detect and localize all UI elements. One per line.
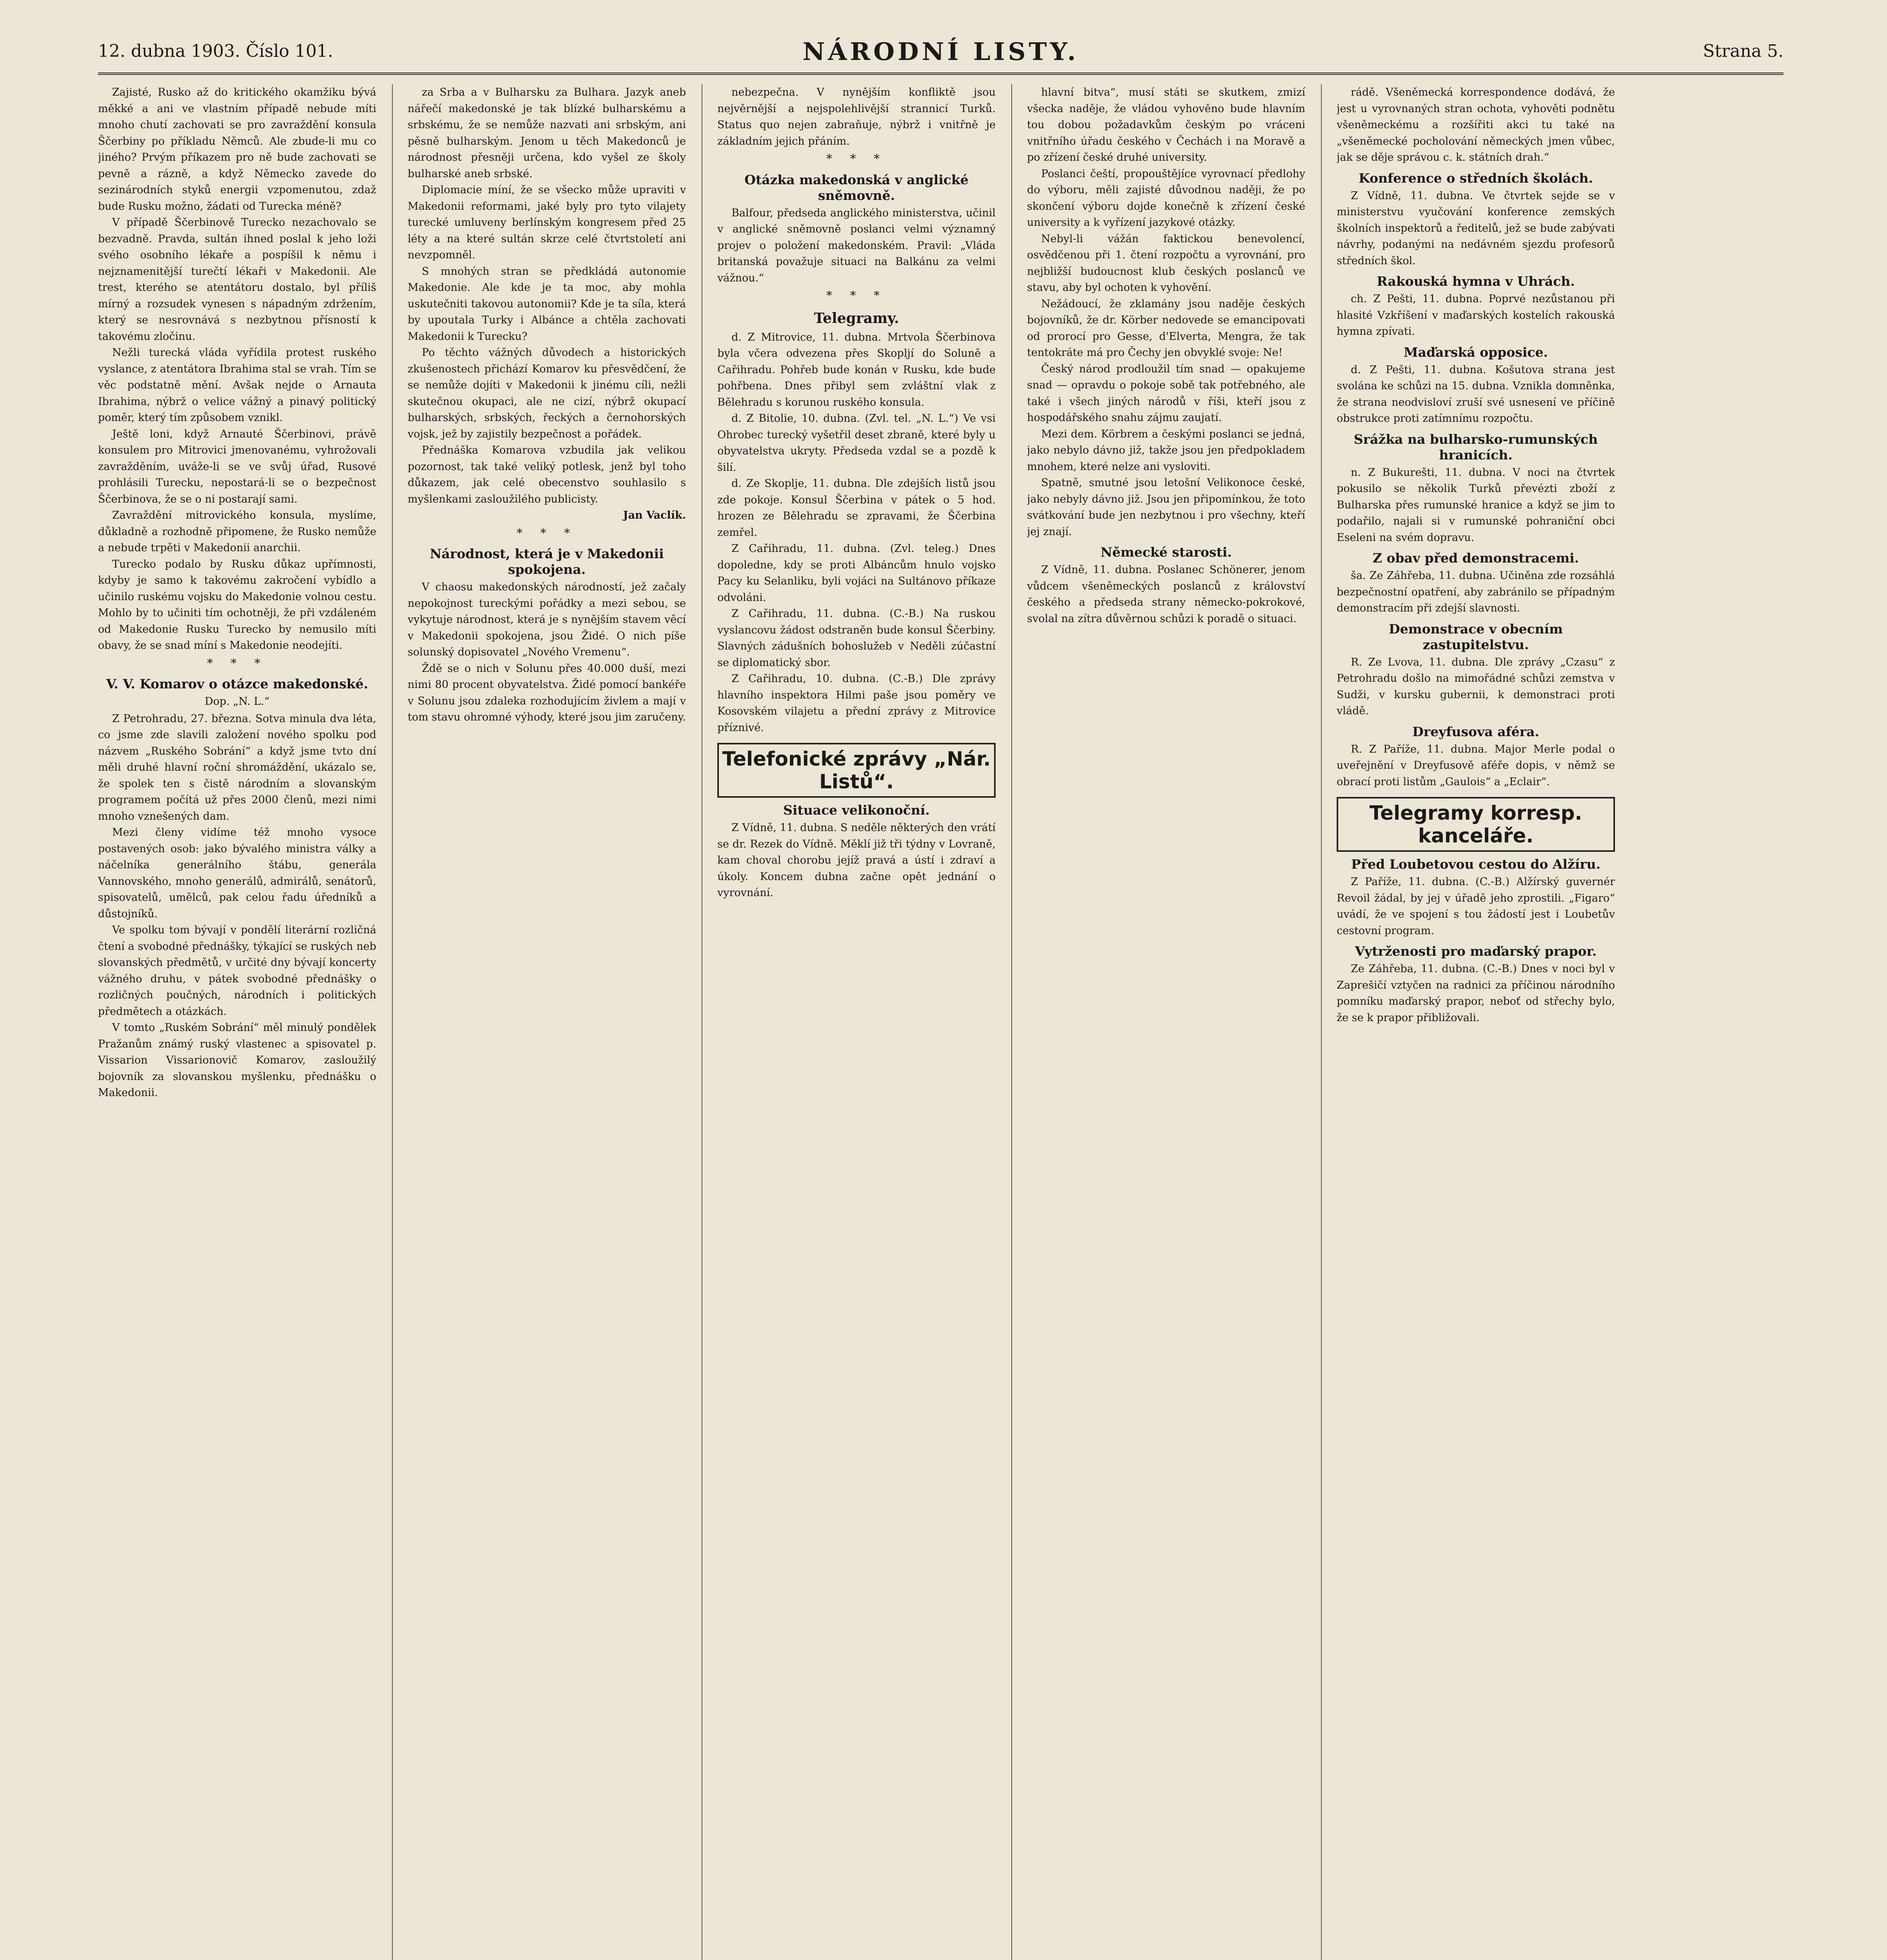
- paragraph: Zavraždění mitrovického konsula, myslíme, důkladně a rozhodně připomene, že Rusko nemůže a nebude trpěti v Makedonii anarchii.: [98, 509, 376, 554]
- article-heading: Otázka makedonská v anglické sněmovně.: [744, 172, 969, 203]
- article-heading: Vytrženosti pro maďarský prapor.: [1355, 944, 1597, 959]
- paragraph: ch. Z Pešti, 11. dubna. Poprvé nezůstanou při hlasité Vzkříšení v maďarských kostelích rakouská hymna zpívati.: [1337, 293, 1615, 338]
- section-separator: * * *: [826, 152, 887, 166]
- article-byline: Dop. „N. L.“: [205, 695, 270, 708]
- column-divider: [1321, 84, 1322, 1960]
- page-number: Strana 5.: [1703, 41, 1784, 61]
- paragraph: Nežli turecká vláda vyřídila protest ruského vyslance, z atentátora Ibrahima stal se vrah. Tím se věc podstatně mění. Avšak nejde o Arnauta Ibrahima, nýbrž o velice vážný a pinavý politický poměr, který tím způsobem vznikl.: [98, 347, 376, 424]
- page-header: [98, 37, 1784, 75]
- article-heading: Z obav před demonstracemi.: [1372, 550, 1579, 566]
- column-divider: [392, 84, 393, 1960]
- paragraph: Z Paříže, 11. dubna. (C.-B.) Alžírský guvernér Revoil žádal, by jej v úřadě jeho zprostili. „Figaro“ uvádí, že ve spojení s tou žádostí jest i Loubetův cestovní program.: [1337, 876, 1615, 937]
- article-heading: Dreyfusova aféra.: [1412, 724, 1539, 739]
- paragraph: Z Cařihradu, 11. dubna. (C.-B.) Na ruskou vyslancovu žádost odstraněn bude konsul Ščerbiny. Slavných zádušních bohoslužeb v Neděli zúčastní se diplomatický sbor.: [717, 608, 996, 669]
- paragraph: rádě. Všeněmecká korrespondence dodává, že jest u vyrovnaných stran ochota, vyhověti podnětu všeněmeckému a rozšířiti akci tu také na „všeněmecké pocholování německých jmen vůbec, jak se děje správou c. k. státních drah.“: [1337, 86, 1615, 163]
- column-divider: [1011, 84, 1012, 1960]
- article-heading: Srážka na bulharsko-rumunských hranicích.: [1354, 431, 1598, 463]
- paragraph: R. Ze Lvova, 11. dubna. Dle zprávy „Czasu“ z Petrohradu došlo na mimořádné schůzi zemstva v Sudži, v kursku gubernii, k demonstraci proti vládě.: [1337, 656, 1615, 717]
- paragraph: Z Cařihradu, 10. dubna. (C.-B.) Dle zprávy hlavního inspektora Hilmi paše jsou poměry ve Kosovském vilajetu a přední zprávy z Mitrovice příznivé.: [717, 673, 996, 734]
- paragraph: d. Z Bitolie, 10. dubna. (Zvl. tel. „N. L.“) Ve vsi Ohrobec turecký vyšetřil deset zbraně, které byly u obyvatelstva ukryty. Předseda vzdal se a pozdě k šilí.: [717, 412, 996, 474]
- paragraph: Z Vídně, 11. dubna. S neděle některých den vrátí se dr. Rezek do Vídně. Měklí již tři týdny v Lovraně, kam choval chorobu jejíž pravá a ústí i zdraví a úkoly. Koncem dubna začne opět jednání o vyrovnání.: [717, 822, 996, 899]
- article-heading: Konference o středních školách.: [1359, 170, 1593, 186]
- column-4: [1027, 84, 1305, 1960]
- paragraph: Spatně, smutné jsou letošní Velikonoce české, jako nebyly dávno již. Jsou jen připomínkou, že toto svátkování bude jen nezbytnou i pro všechny, kteří jej znají.: [1027, 477, 1305, 538]
- paragraph: Z Vídně, 11. dubna. Poslanec Schönerer, jenom vůdcem všeněmeckých poslanců z království českého a předseda strany německo-pokrokové, svolal na zítra důvěrnou schůzi k poradě o situaci.: [1027, 564, 1305, 625]
- column-3: [717, 84, 996, 1960]
- paragraph: Český národ prodloužil tím snad — opakujeme snad — opravdu o pokoje sobě tak potřebného, ale také i všech jiných národů v říši, kteří jsou z hospodářského snahu zájmu zaujatí.: [1027, 363, 1305, 424]
- paragraph: Ždě se o nich v Solunu přes 40.000 duší, mezi nimi 80 procent obyvatelstva. Židé pomocí bankéře v Solunu jsou zdaleka rozhodujícím živlem a mají v tom stavu ohromné výhody, které jsou jim zaručeny.: [408, 662, 686, 723]
- article-heading: Rakouská hymna v Uhrách.: [1377, 274, 1575, 289]
- paragraph: S mnohých stran se předkládá autonomie Makedonie. Ale kde je ta moc, aby mohla uskutečniti takovou autonomii? Kde je ta síla, která by upoutala Turky i Albánce a chtěla zachovati Makedonii k Turecku?: [408, 265, 686, 343]
- masthead-title: NÁRODNÍ LISTY.: [802, 37, 1079, 66]
- paragraph: Poslanci čeští, propouštějíce vyrovnací předlohy do výboru, měli zajisté důvodnou naději, že po skončení výboru dojde konečně k zřízení české university a k vyřízení jazykové otázky.: [1027, 167, 1305, 229]
- paragraph: Zajisté, Rusko až do kritického okamžiku bývá měkké a ani ve vlastním případě nebude míti mnoho chutí zachovati se pro zavraždění konsula Ščerbiny po příkladu Němců. Ale zbude-li mu co jiného? Prvým příkazem pro ně bude zachovati se pevně a rázně, a když Německo zavede do sezinárodních styků energii vzpomenutou, zdaž bude Rusku možno, žádati od Turecka méně?: [98, 86, 376, 212]
- paragraph: V tomto „Ruském Sobrání“ měl minulý pondělek Pražanům známý ruský vlastenec a spisovatel p. Vissarion Vissarionovič Komarov, zasloužilý bojovník za slovanskou myšlenku, přednášku o Makedonii.: [98, 1022, 376, 1099]
- paragraph: ša. Ze Záhřeba, 11. dubna. Učiněna zde rozsáhlá bezpečnostní opatření, aby zabránilo se případným demonstracím při zdejší slavnosti.: [1337, 570, 1615, 614]
- article-heading: Německé starosti.: [1100, 544, 1232, 560]
- paragraph: d. Z Mitrovice, 11. dubna. Mrtvola Ščerbinova byla včera odvezena přes Skopljí do Soluně a Cařihradu. Pohřeb bude konán v Rusku, kde bude pohřbena. Dnes přibyl sem zvláštní vlak z Bělehradu s korunou ruského konsula.: [717, 331, 996, 408]
- paragraph: Mezi dem. Körbrem a českými poslanci se jedná, jako nebylo dávno již, takže jsou jen předpokladem mnohem, které nelze ani vysloviti.: [1027, 428, 1305, 473]
- paragraph: Nebyl-li vážán faktickou benevolencí, osvědčenou při 1. čtení rozpočtu a vyrovnání, pro nejbližší budoucnost klub českých poslanců ve stavu, aby byl ochoten k vyhovění.: [1027, 232, 1305, 294]
- column-5: [1337, 84, 1615, 1960]
- article-signature: Jan Vaclík.: [623, 509, 686, 521]
- section-separator: * * *: [516, 526, 577, 540]
- paragraph: Z Petrohradu, 27. března. Sotva minula dva léta, co jsme zde slavili založení nového spolku pod názvem „Ruského Sobrání“ a když jsme tvto dní měli druhé hlavní roční shromáždění, ukázalo se, že spolek ten s čistě národním a slovanským programem počítá už přes 2000 členů, mezi nimi mnoho vznešených dam.: [98, 712, 376, 822]
- article-heading: Situace velikonoční.: [783, 802, 930, 818]
- paragraph: Turecko podalo by Rusku důkaz upřímnosti, kdyby je samo k takovému zakročení vybídlo a učinilo ruskému vojsku do Makedonie volnou cestu. Mohlo by to učiniti tím ochotněji, že při vzdáleném od Makedonie Rusku Turecko by nemusilo míti obavy, že se snad míní s Makedonie neodejíti.: [98, 558, 376, 652]
- paragraph: Přednáška Komarova vzbudila jak velikou pozornost, tak také veliký potlesk, jenž byl toho důkazem, jak celé obecenstvo souhlasilo s myšlenkami zasloužilého publicisty.: [408, 444, 686, 505]
- paragraph: Mezi členy vidíme též mnoho vysoce postavených osob: jako bývalého ministra války a náčelníka generálního štábu, generála Vannovského, mnoho generálů, admirálů, senátorů, spisovatelů, umělců, pak celou řadu úředníků a důstojníků.: [98, 826, 376, 920]
- paragraph: Balfour, předseda anglického ministerstva, učinil v anglické sněmovně poslanci velmi významný projev o položení makedonském. Pravil: „Vláda britanská považuje situaci na Balkánu za velmi vážnou.“: [717, 207, 996, 284]
- paragraph: n. Z Bukurešti, 11. dubna. V noci na čtvrtek pokusilo se několik Turků převézti zboží z Bulharska přes rumunské hranice a když se jim to podařilo, najali si v rumunské pohraniční obci Eseleni na svém dopravu.: [1337, 466, 1615, 544]
- article-heading: Maďarská opposice.: [1404, 344, 1548, 360]
- section-separator: * * *: [826, 289, 887, 303]
- paragraph: Ze Záhřeba, 11. dubna. (C.-B.) Dnes v noci byl v Zaprešičí vztyčen na radnici za příčinou národního pomníku maďarský prapor, neboť od střechy bylo, že se k prapor přibližovali.: [1337, 963, 1615, 1024]
- paragraph: Nežádoucí, že zklamány jsou naděje českých bojovníků, že dr. Körber nedovede se emancipovati od prorocí pro Gesse, d'Elverta, Mengra, že tak tentokráte má pro Čechy jen obvyklé svoje: Ne!: [1027, 298, 1305, 359]
- article-heading: Národnost, která je v Makedonii spokojena.: [430, 546, 664, 577]
- paragraph: za Srba a v Bulharsku za Bulhara. Jazyk aneb nářečí makedonské je tak blízké bulharskému a srbskému, že se nemůže nazvati ani srbským, ani pěsně bulharským. Jenom u těch Makedonců je národnost přesněji určena, kdo vyšel ze školy bulharské aneb srbské.: [408, 86, 686, 180]
- paragraph: hlavní bitva“, musí státi se skutkem, zmizí všecka naděje, že vládou vyhověno bude hlavním tou dobou požadavkům českým po vráceni vnitřního úřadu českého v Čechách i na Moravě a po zřízení české druhé university.: [1027, 86, 1305, 163]
- issue-date: 12. dubna 1903. Číslo 101.: [98, 41, 333, 61]
- paragraph: Z Cařihradu, 11. dubna. (Zvl. teleg.) Dnes dopoledne, kdy se proti Albáncům hnulo vojsko Pacy ku Selanliku, byli vojáci na Sultánovo příkaze odvoláni.: [717, 543, 996, 604]
- article-heading: Demonstrace v obecním zastupitelstvu.: [1389, 621, 1563, 652]
- column-2: [408, 84, 686, 1960]
- paragraph: V případě Ščerbinově Turecko nezachovalo se bezvadně. Pravda, sultán ihned poslal k jeho loži svého osobního lékaře a pospíšil k němu i nejznamenitější turečtí lékaři v Makedonii. Ale trest, kterého se atentátoru dostalo, byl příliš mírný a rozsudek vynesen s nápadným zdržením, který se nesrovnává s nezbytnou přísností k takovému zločinu.: [98, 216, 376, 343]
- paragraph: V chaosu makedonských národností, jež začaly nepokojnost tureckými pořádky a mezi sebou, se vykytuje národnost, která je s nynějším stavem věcí v Makedonii spokojena, jsou Židé. O nich píše solunský dopisovatel „Nového Vremenu“.: [408, 581, 686, 658]
- paragraph: Ve spolku tom bývají v pondělí literární rozličná čtení a svobodné přednášky, týkající se ruských neb slovanských předmětů, v určité dny bývají koncerty vážného druhu, v pátek svobodné přednášky o rozličných poučných, národních i politických předmětech a otázkách.: [98, 924, 376, 1018]
- paragraph: d. Z Pešti, 11. dubna. Košutova strana jest svolána ke schůzi na 15. dubna. Vznikla domněnka, že strana neodvisloví zruší své usnesení ve příčině obstrukce proti zatímnímu rozpočtu.: [1337, 363, 1615, 425]
- article-heading: Před Loubetovou cestou do Alžíru.: [1351, 857, 1601, 872]
- section-heading-agency-telegrams: Telegramy korresp. kanceláře.: [1337, 797, 1615, 852]
- paragraph: Po těchto vážných důvodech a historických zkušenostech přichází Komarov ku přesvědčení, že se nemůže dojíti v Makedonii k jinému cíli, nežli skutečnou okupaci, ale ne cizí, nýbrž okupací bulharských, srbských, řeckých a černohorských vojsk, jež by zajistily bezpečnost a pořádek.: [408, 347, 686, 440]
- column-1: [98, 84, 376, 1960]
- paragraph: Ještě loni, když Arnauté Ščerbinovi, právě konsulem pro Mitrovici jmenovanému, vyhrožovali zavražděním, uváže-li se ve svůj úřad, Rusové prohlásili Turecku, nepostará-li se o bezpečnost Ščerbinova, že se o ni postarají sami.: [98, 428, 376, 505]
- paragraph: Z Vídně, 11. dubna. Ve čtvrtek sejde se v ministerstvu vyučování konference zemských školních inspektorů a ředitelů, jež se bude zabývati návrhy, podanými na nedávném sjezdu profesorů středních škol.: [1337, 189, 1615, 267]
- paragraph: Diplomacie míní, že se všecko může upraviti v Makedonii reformami, jaké byly pro tyto vilajety turecké umluveny berlínským kongresem před 25 léty a na které sultán skrze celé čtvrtstoletí ani nevzpomněl.: [408, 184, 686, 261]
- section-separator: * * *: [207, 656, 268, 670]
- paragraph: R. Z Paříže, 11. dubna. Major Merle podal o uveřejnění v Dreyfusově aféře dopis, v němž se obrací proti listům „Gaulois“ a „Eclair“.: [1337, 743, 1615, 788]
- section-heading-phone-reports: Telefonické zprávy „Nár. Listů“.: [717, 743, 996, 798]
- paragraph: d. Ze Skoplje, 11. dubna. Dle zdejších listů jsou zde pokoje. Konsul Ščerbina v pátek o 5 hod. hrozen ze Bělehradu se zpravami, že Ščerbina zemřel.: [717, 477, 996, 539]
- paragraph: nebezpečna. V nynějším konfliktě jsou nejvěrnější a nejspolehlivější strannicí Turků. Status quo nejen zabraňuje, nýbrž i vnitřně je základním jejich přáním.: [717, 86, 996, 147]
- article-heading: V. V. Komarov o otázce makedonské.: [106, 676, 368, 691]
- section-heading-telegrams: Telegramy.: [814, 310, 899, 327]
